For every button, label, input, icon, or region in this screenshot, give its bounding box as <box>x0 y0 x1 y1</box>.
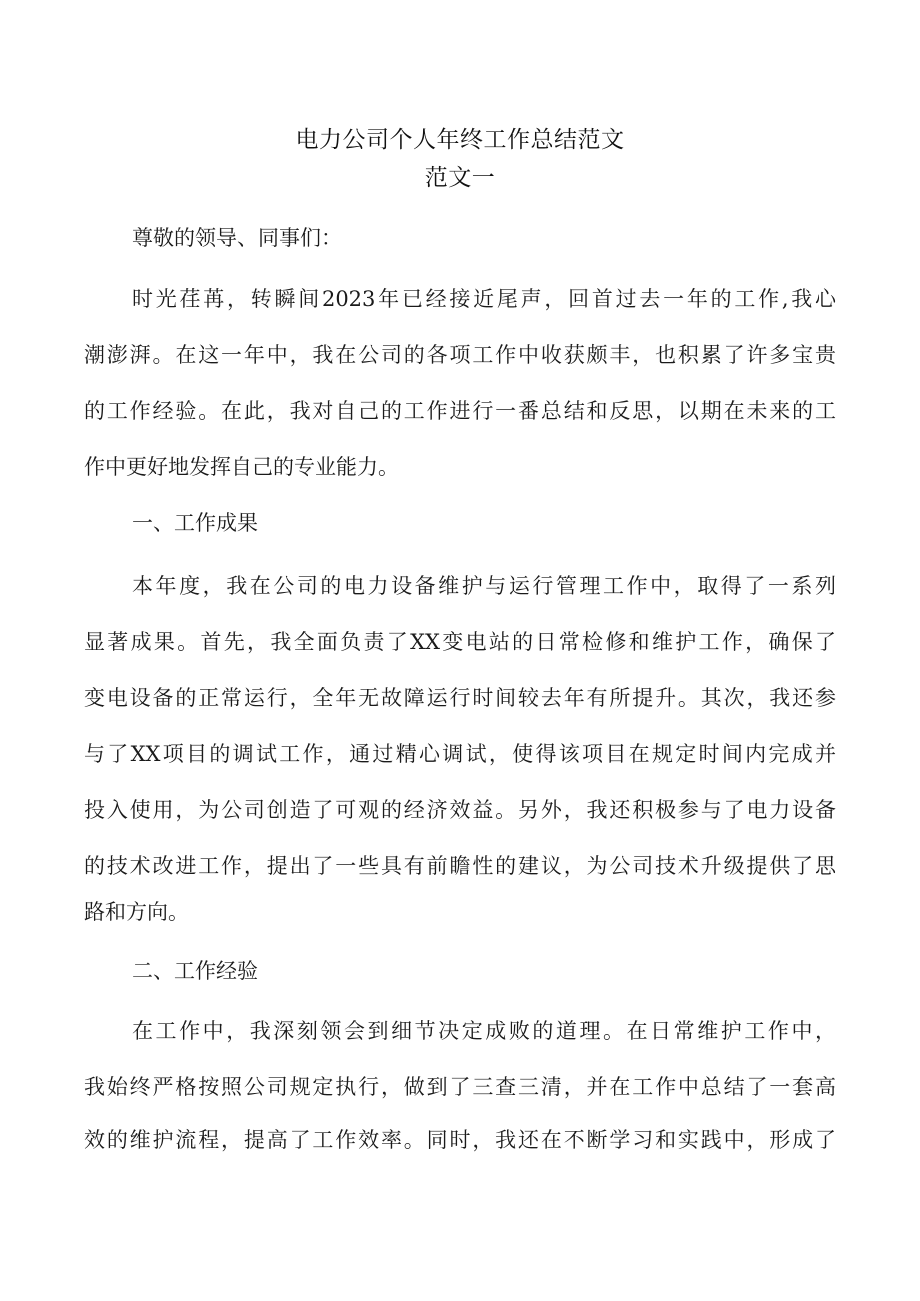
paragraph-line: 效的维护流程，提高了工作效率。同时，我还在不断学习和实践中，形成了 <box>84 1128 836 1152</box>
paragraph-line: 的技术改进工作，提出了一些具有前瞻性的建议，为公司技术升级提供了思 <box>84 854 836 878</box>
paragraph-line: 潮澎湃。在这一年中，我在公司的各项工作中收获颇丰，也积累了许多宝贵 <box>84 343 836 367</box>
section-heading: 一、工作成果 <box>132 511 258 535</box>
paragraph-line: 在工作中，我深刻领会到细节决定成败的道理。在日常维护工作中， <box>132 1019 836 1043</box>
paragraph-line: 与了XX项目的调试工作，通过精心调试，使得该项目在规定时间内完成并 <box>84 742 836 766</box>
document-title: 电力公司个人年终工作总结范文 <box>295 127 625 153</box>
paragraph-line: 本年度，我在公司的电力设备维护与运行管理工作中，取得了一系列 <box>132 574 836 598</box>
paragraph-line: 的工作经验。在此，我对自己的工作进行一番总结和反思，以期在未来的工 <box>84 399 836 423</box>
paragraph-line: 显著成果。首先，我全面负责了XX变电站的日常检修和维护工作，确保了 <box>84 630 836 654</box>
paragraph-line: 作中更好地发挥自己的专业能力。 <box>84 455 399 479</box>
section-heading: 二、工作经验 <box>132 959 258 983</box>
greeting: 尊敬的领导、同事们： <box>132 226 342 250</box>
paragraph-line: 我始终严格按照公司规定执行，做到了三查三清，并在工作中总结了一套高 <box>84 1075 836 1099</box>
paragraph-line: 时光荏苒，转瞬间2023年已经接近尾声，回首过去一年的工作,我心 <box>132 287 836 311</box>
paragraph-line: 路和方向。 <box>84 900 189 924</box>
paragraph-line: 变电设备的正常运行，全年无故障运行时间较去年有所提升。其次，我还参 <box>84 686 836 710</box>
paragraph-line: 投入使用，为公司创造了可观的经济效益。另外，我还积极参与了电力设备 <box>84 798 836 822</box>
document-subtitle: 范文一 <box>424 165 496 191</box>
